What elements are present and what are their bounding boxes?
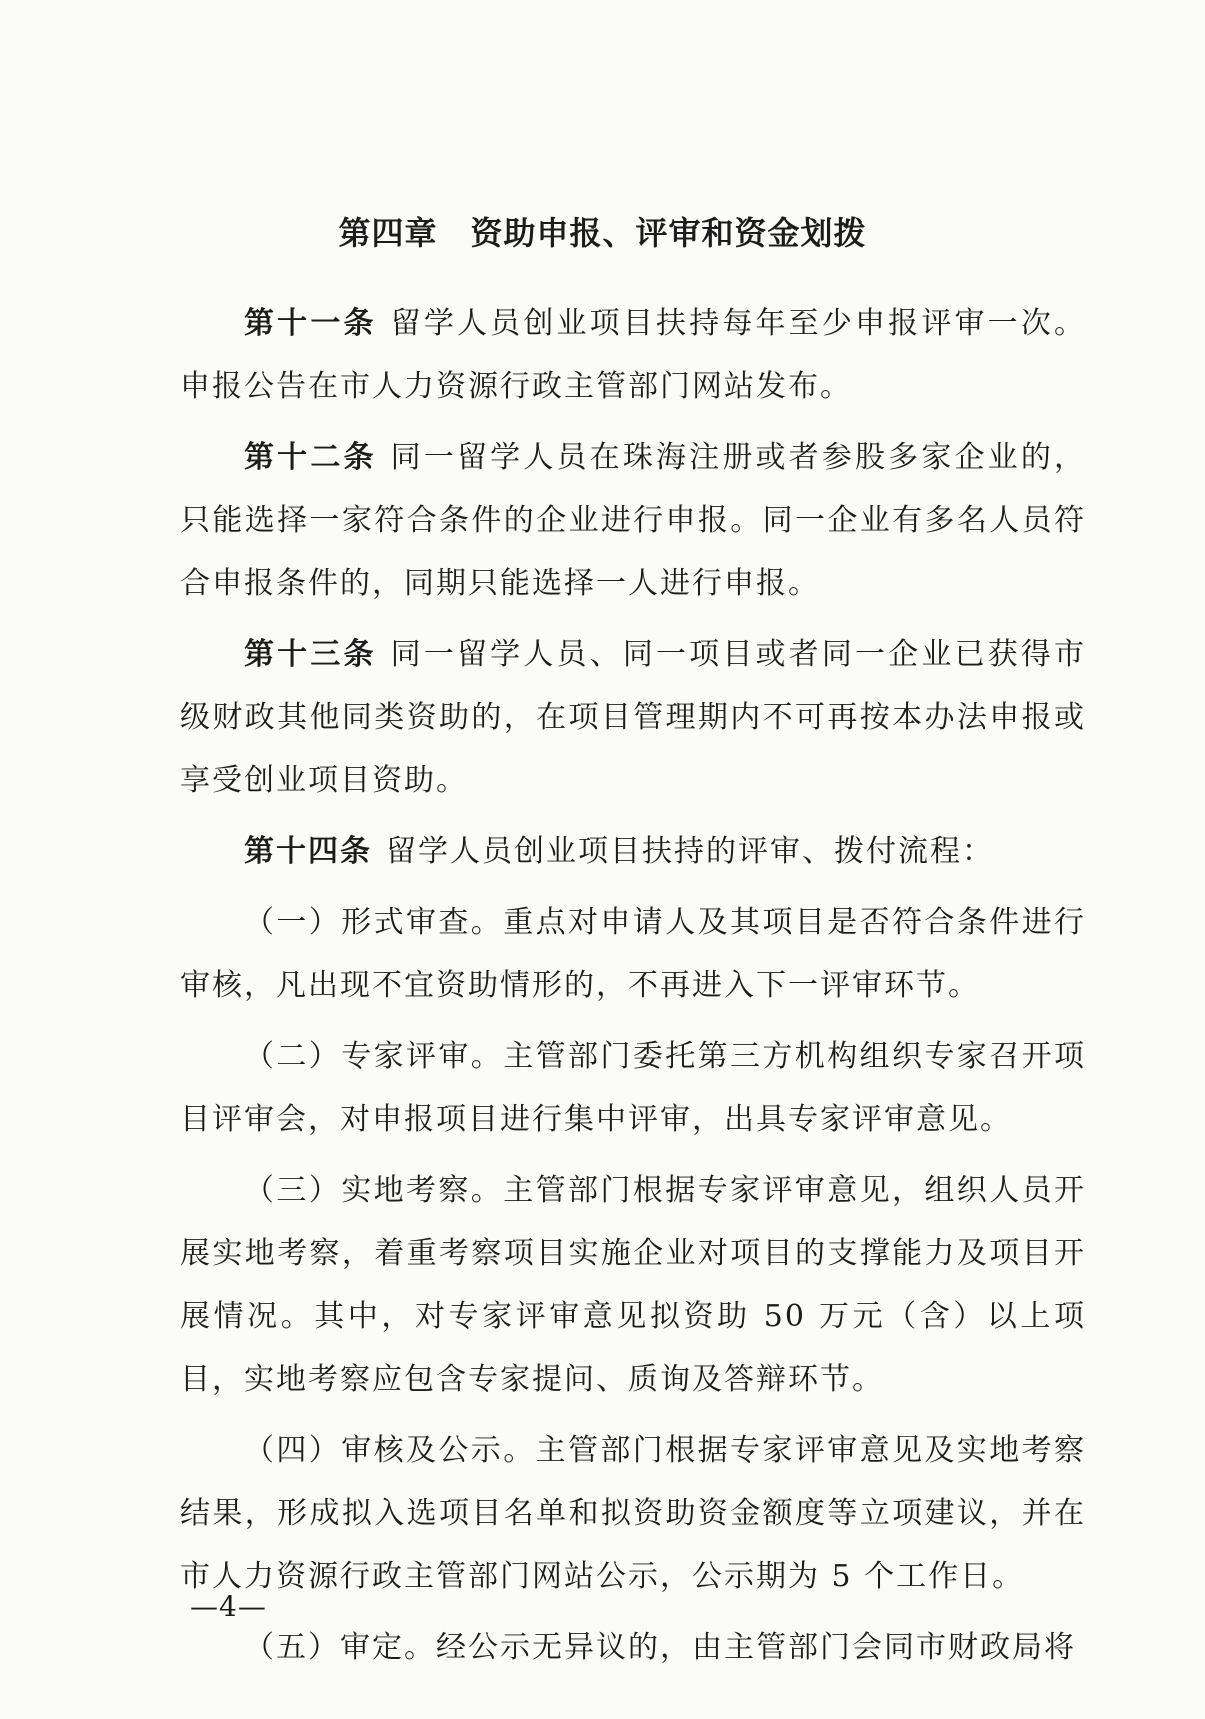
step-4-paragraph	[180, 1419, 1086, 1608]
body-text	[180, 292, 1086, 1687]
article-13-paragraph	[180, 623, 1086, 812]
page-number: —4—	[190, 1590, 267, 1623]
chapter-title: 第四章 资助申报、评审和资金划拨	[338, 214, 867, 252]
step-5-paragraph	[180, 1616, 1086, 1679]
article-11-paragraph	[180, 292, 1086, 418]
step-text: （三）实地考察。主管部门根据专家评审意见，组织人员开展实地考察，着重考察项目实施企业对项目的支撑能力及项目开展情况。其中，对专家评审意见拟资助 50 万元（含）以上项目，实地考察应包含专家提问、质询及答辩环节。	[180, 1173, 1086, 1397]
step-text: （四）审核及公示。主管部门根据专家评审意见及实地考察结果，形成拟入选项目名单和拟资助资金额度等立项建议，并在市人力资源行政主管部门网站公示，公示期为 5 个工作日。	[180, 1433, 1086, 1594]
article-text: 同一留学人员、同一项目或者同一企业已获得市级财政其他同类资助的，在项目管理期内不可再按本办法申报或享受创业项目资助。	[180, 637, 1087, 798]
article-12-paragraph	[180, 426, 1086, 615]
article-label: 第十三条	[244, 637, 377, 672]
step-1-paragraph	[180, 891, 1086, 1017]
step-text: （二）专家评审。主管部门委托第三方机构组织专家召开项目评审会，对申报项目进行集中评审，出具专家评审意见。	[180, 1039, 1086, 1137]
step-2-paragraph	[180, 1025, 1086, 1151]
article-label: 第十一条	[244, 306, 377, 341]
article-text: 同一留学人员在珠海注册或者参股多家企业的，只能选择一家符合条件的企业进行申报。同一企业有多名人员符合申报条件的，同期只能选择一人进行申报。	[180, 440, 1087, 601]
article-14-paragraph	[180, 820, 1086, 883]
step-text: （一）形式审查。重点对申请人及其项目是否符合条件进行审核，凡出现不宜资助情形的，不再进入下一评审环节。	[180, 905, 1086, 1003]
step-3-paragraph	[180, 1159, 1086, 1411]
article-text: 留学人员创业项目扶持的评审、拨付流程：	[386, 834, 994, 869]
article-label: 第十二条	[244, 440, 377, 475]
article-label: 第十四条	[244, 834, 372, 869]
article-text: 留学人员创业项目扶持每年至少申报评审一次。申报公告在市人力资源行政主管部门网站发布。	[180, 306, 1087, 404]
step-text: （五）审定。经公示无异议的，由主管部门会同市财政局将	[244, 1630, 1076, 1665]
